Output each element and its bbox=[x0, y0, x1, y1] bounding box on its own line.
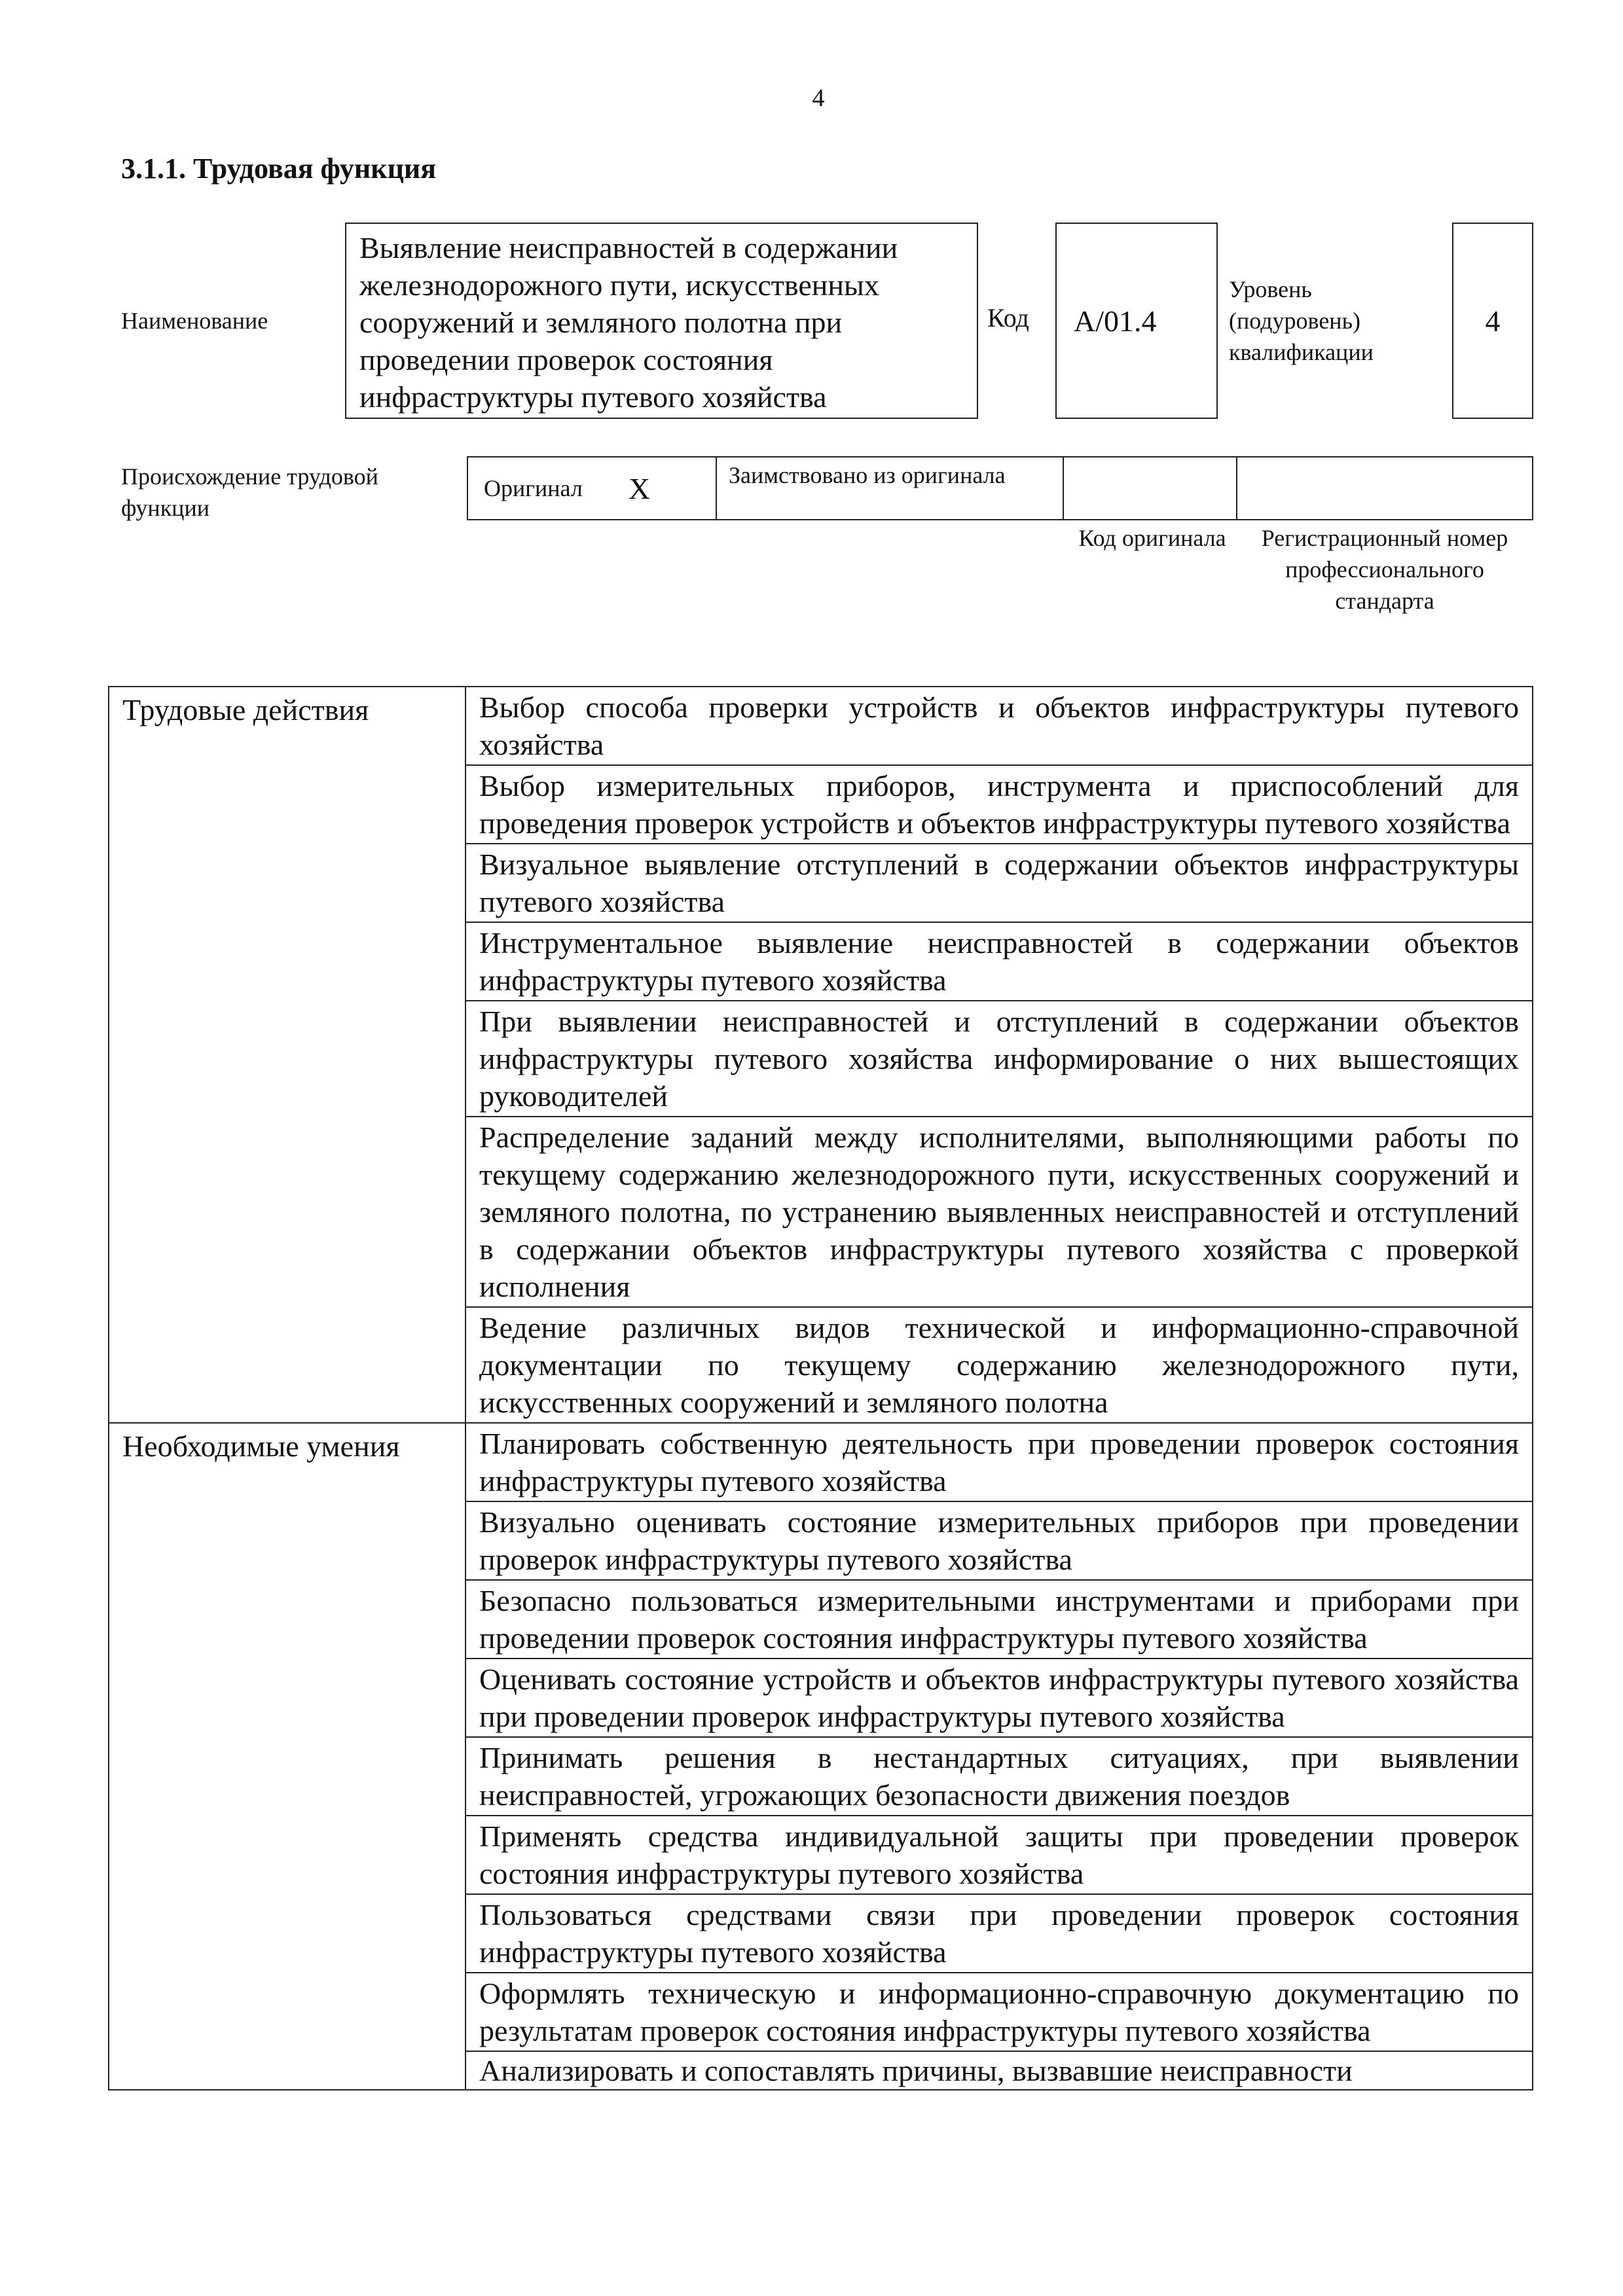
section-title: 3.1.1. Трудовая функция bbox=[121, 152, 437, 185]
table-row bbox=[109, 1973, 1533, 2051]
level-box: 4 bbox=[1452, 223, 1533, 419]
table-row bbox=[109, 1816, 1533, 1894]
group-header-actions: Трудовые действия bbox=[109, 687, 465, 765]
table-row bbox=[109, 1659, 1533, 1737]
table-row bbox=[109, 687, 1533, 765]
table-row bbox=[109, 1423, 1533, 1501]
code-label: Код bbox=[987, 303, 1029, 332]
origin-reg-cell bbox=[1237, 457, 1532, 519]
table-row bbox=[109, 2051, 1533, 2090]
table-row bbox=[109, 1307, 1533, 1423]
group-header-spacer bbox=[109, 844, 465, 922]
table-cell: Выбор измерительных приборов, инструмента и приспособлений для проведения проверок устройств и объектов инфраструктуры путевого хозяйства bbox=[465, 765, 1533, 844]
group-header-spacer bbox=[109, 2051, 465, 2090]
group-header-spacer bbox=[109, 1001, 465, 1117]
table-row bbox=[109, 922, 1533, 1001]
group-header-spacer bbox=[109, 1501, 465, 1580]
table-cell: Распределение заданий между исполнителями, выполняющими работы по текущему содержанию железнодорожного пути, искусственных сооружений и земляного полотна, по устранению выявленных неисправностей и отступлений в содержании объектов инфраструктуры путевого хозяйства с проверкой исполнения bbox=[465, 1117, 1533, 1307]
origin-label bbox=[121, 461, 442, 524]
table-cell: Анализировать и сопоставлять причины, вызвавшие неисправности bbox=[465, 2051, 1533, 2090]
code-original-caption: Код оригинала bbox=[1078, 525, 1226, 551]
group-header-skills: Необходимые умения bbox=[109, 1423, 465, 1501]
reg-number-caption: Регистрационный номер профессионального стандарта bbox=[1261, 525, 1508, 614]
table-cell: Ведение различных видов технической и информационно-справочной документации по текущему содержанию железнодорожного пути, искусственных сооружений и земляного полотна bbox=[465, 1307, 1533, 1423]
table-row bbox=[109, 1001, 1533, 1117]
table-row bbox=[109, 1117, 1533, 1307]
origin-row bbox=[467, 456, 1533, 520]
original-label: Оригинал bbox=[484, 475, 583, 501]
table-cell: Выбор способа проверки устройств и объектов инфраструктуры путевого хозяйства bbox=[465, 687, 1533, 765]
origin-borrowed-cell: Заимствовано из оригинала bbox=[717, 457, 1064, 519]
function-name-box: Выявление неисправностей в содержании железнодорожного пути, искусственных сооружений и земляного полотна при проведении проверок состояния инфраструктуры путевого хозяйства bbox=[345, 223, 978, 419]
level-label bbox=[1229, 274, 1425, 368]
group-header-spacer bbox=[109, 1580, 465, 1659]
table-row bbox=[109, 1580, 1533, 1659]
table-cell: Визуальное выявление отступлений в содержании объектов инфраструктуры путевого хозяйства bbox=[465, 844, 1533, 922]
code-box: A/01.4 bbox=[1055, 223, 1218, 419]
table-cell: При выявлении неисправностей и отступлений в содержании объектов инфраструктуры путевого хозяйства информирование о них вышестоящих руководителей bbox=[465, 1001, 1533, 1117]
group-header-spacer bbox=[109, 765, 465, 844]
table-cell: Пользоваться средствами связи при проведении проверок состояния инфраструктуры путевого хозяйства bbox=[465, 1894, 1533, 1973]
origin-original-cell bbox=[468, 457, 717, 519]
level-label-text: Уровень (подуровень) квалификации bbox=[1229, 276, 1374, 365]
table-cell: Принимать решения в нестандартных ситуациях, при выявлении неисправностей, угрожающих безопасности движения поездов bbox=[465, 1737, 1533, 1816]
origin-label-text: Происхождение трудовой функции bbox=[121, 463, 378, 521]
group-header-spacer bbox=[109, 1659, 465, 1737]
table-row bbox=[109, 844, 1533, 922]
table-row bbox=[109, 765, 1533, 844]
table-cell: Оценивать состояние устройств и объектов инфраструктуры путевого хозяйства при проведении проверок инфраструктуры путевого хозяйства bbox=[465, 1659, 1533, 1737]
group-header-spacer bbox=[109, 1816, 465, 1894]
group-header-spacer bbox=[109, 1737, 465, 1816]
function-table bbox=[108, 686, 1533, 2090]
table-cell: Инструментальное выявление неисправностей в содержании объектов инфраструктуры путевого хозяйства bbox=[465, 922, 1533, 1001]
group-header-spacer bbox=[109, 1307, 465, 1423]
table-row bbox=[109, 1501, 1533, 1580]
group-header-spacer bbox=[109, 922, 465, 1001]
page-number: 4 bbox=[812, 84, 825, 112]
table-cell: Применять средства индивидуальной защиты при проведении проверок состояния инфраструктуры путевого хозяйства bbox=[465, 1816, 1533, 1894]
table-cell: Визуально оценивать состояние измерительных приборов при проведении проверок инфраструктуры путевого хозяйства bbox=[465, 1501, 1533, 1580]
name-label: Наименование bbox=[121, 308, 268, 334]
table-row bbox=[109, 1894, 1533, 1973]
original-mark: X bbox=[628, 471, 651, 505]
table-cell: Оформлять техническую и информационно-справочную документацию по результатам проверок состояния инфраструктуры путевого хозяйства bbox=[465, 1973, 1533, 2051]
origin-code-cell bbox=[1064, 457, 1237, 519]
table-cell: Безопасно пользоваться измерительными инструментами и приборами при проведении проверок состояния инфраструктуры путевого хозяйства bbox=[465, 1580, 1533, 1659]
group-header-spacer bbox=[109, 1973, 465, 2051]
table-cell: Планировать собственную деятельность при проведении проверок состояния инфраструктуры путевого хозяйства bbox=[465, 1423, 1533, 1501]
group-header-spacer bbox=[109, 1117, 465, 1307]
group-header-spacer bbox=[109, 1894, 465, 1973]
table-row bbox=[109, 1737, 1533, 1816]
